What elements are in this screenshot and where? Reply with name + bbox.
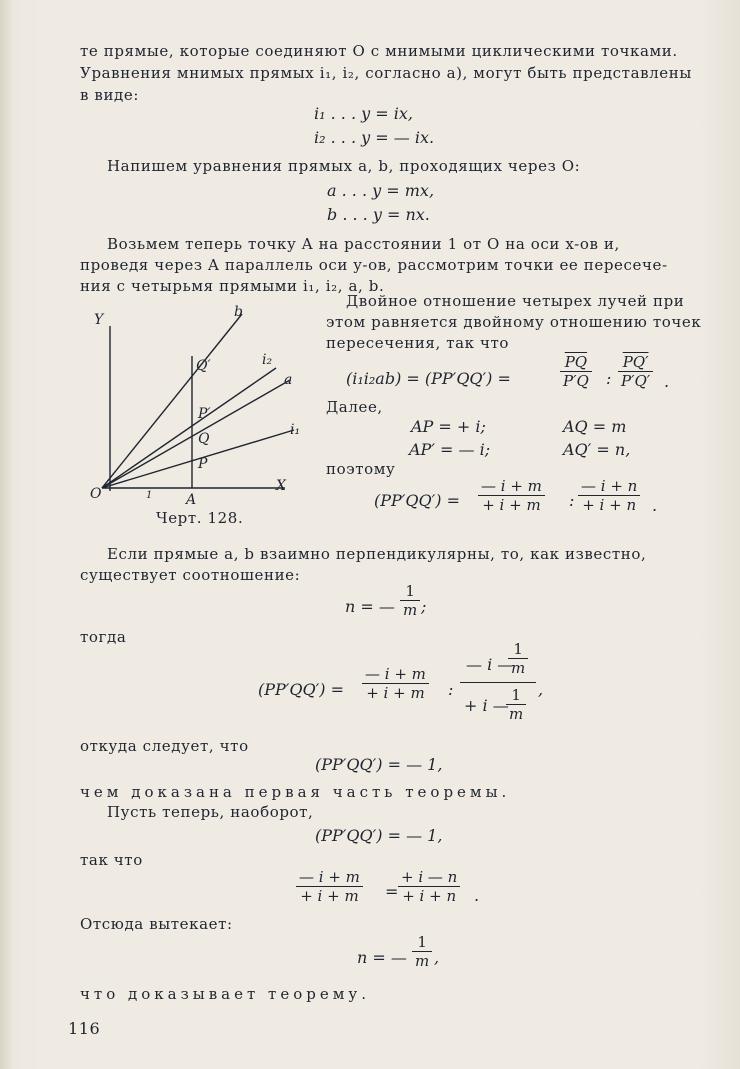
figure-128 [80, 296, 320, 510]
label-P: P [198, 456, 208, 472]
colon: : [569, 491, 575, 510]
line-i2 [102, 368, 276, 488]
eq-aq: AQ = m [563, 417, 627, 436]
fraction-pq: $\frac{\overline{PQ}}{P'Q}$ [560, 353, 592, 390]
label-Q: Q [198, 431, 210, 447]
equation-b: b . . . y = nx. [327, 205, 430, 224]
equation-a: a . . . y = mx, [327, 181, 435, 200]
text-line: Двойное отношение четырех лучей при [346, 292, 685, 310]
text-line: Если прямые a, b взаимно перпендикулярны, то, как известно, [107, 545, 647, 563]
eq-ap-prime: AP′ = — i; [409, 440, 491, 459]
text-line: Далее, [326, 398, 383, 416]
fraction-8: $\frac{+ i — n}{+ i + n}$ [398, 868, 460, 905]
text-line: так что [80, 851, 143, 869]
text-line: Отсюда вытекает: [80, 915, 233, 933]
equals: = [385, 882, 399, 901]
comma: , [434, 948, 440, 967]
text-line: что доказывает теорему. [80, 985, 370, 1003]
label-i2: i₂ [262, 352, 273, 368]
compound-den-text: + i — [464, 696, 509, 715]
label-O: O [90, 486, 102, 502]
label-b: b [234, 304, 243, 320]
comma: , [538, 680, 544, 699]
dot: . [474, 886, 480, 905]
label-X: X [276, 478, 286, 494]
inner-fraction-den: $\frac{1}{m}$ [506, 686, 526, 723]
text-line: Возьмем теперь точку A на расстоянии 1 от O на оси x-ов и, [107, 235, 620, 253]
label-Q-prime: Q′ [196, 358, 211, 374]
text-line: Уравнения мнимых прямых i₁, i₂, согласно а), могут быть представлены [80, 64, 692, 82]
dot: . [664, 372, 670, 391]
cross-ratio-lhs: (i₁i₂ab) = (PP′QQ′) = [346, 369, 511, 388]
text-line: пересечения, так что [326, 334, 510, 352]
result-1: (PP′QQ′) = — 1, [315, 755, 443, 774]
fraction-pq-prime: $\frac{PQ'}{P'Q'}$ [618, 353, 653, 390]
label-A: A [186, 492, 197, 508]
label-i1: i₁ [290, 422, 301, 438]
text-line: ния с четырьмя прямыми i₁, i₂, a, b. [80, 277, 385, 295]
colon: : [448, 680, 454, 699]
text-line: откуда следует, что [80, 737, 249, 755]
label-tick: 1 [146, 490, 153, 501]
eq-aq-prime: AQ′ = n, [563, 440, 631, 459]
inner-fraction-num: $\frac{1}{m}$ [508, 640, 528, 677]
text-line: тогда [80, 628, 127, 646]
text-line: поэтому [326, 460, 396, 478]
label-a: a [284, 372, 293, 388]
dot: . [652, 496, 658, 515]
text-line: в виде: [80, 86, 140, 104]
fraction-5: $\frac{— i + m}{+ i + m}$ [362, 665, 429, 702]
fraction-1-over-m-2: $\frac{1}{m}$ [412, 933, 432, 970]
result-2: (PP′QQ′) = — 1, [315, 826, 443, 845]
figure-caption: Черт. 128. [156, 509, 244, 527]
text-line: те прямые, которые соединяют O с мнимыми циклическими точками. [80, 42, 678, 60]
text-line: чем доказана первая часть теоремы. [80, 783, 511, 801]
text-line: этом равняется двойному отношению точек [326, 313, 702, 331]
fraction-3: $\frac{— i + m}{+ i + m}$ [478, 477, 545, 514]
n-equals: n = — [345, 597, 395, 616]
eq-ap: AP = + i; [411, 417, 486, 436]
pp-lhs: (PP′QQ′) = [374, 491, 461, 510]
page-number: 116 [68, 1019, 101, 1038]
n-equals-2: n = — [357, 948, 407, 967]
text-line: Напишем уравнения прямых a, b, проходящих через O: [107, 157, 581, 175]
line-b [102, 314, 242, 488]
compound-fraction [460, 640, 540, 730]
fraction-4: $\frac{— i + n}{+ i + n}$ [578, 477, 640, 514]
text-line: проведя через A параллель оси y-ов, рассмотрим точки ее пересече- [80, 256, 668, 274]
text-line: существует соотношение: [80, 566, 301, 584]
label-P-prime: P′ [198, 406, 211, 422]
label-Y: Y [94, 312, 104, 328]
equation-i1: i₁ . . . y = ix, [314, 104, 413, 123]
semicolon: ; [421, 597, 427, 616]
equation-i2: i₂ . . . y = — ix. [314, 128, 435, 147]
fraction-7: $\frac{— i + m}{+ i + m}$ [296, 868, 363, 905]
line-a [102, 380, 290, 488]
text-line: Пусть теперь, наоборот, [107, 803, 314, 821]
pp-lhs-2: (PP′QQ′) = [258, 680, 345, 699]
colon: : [606, 369, 612, 388]
fraction-1-over-m: $\frac{1}{m}$ [400, 582, 420, 619]
compound-num-text: — i — [466, 655, 514, 674]
